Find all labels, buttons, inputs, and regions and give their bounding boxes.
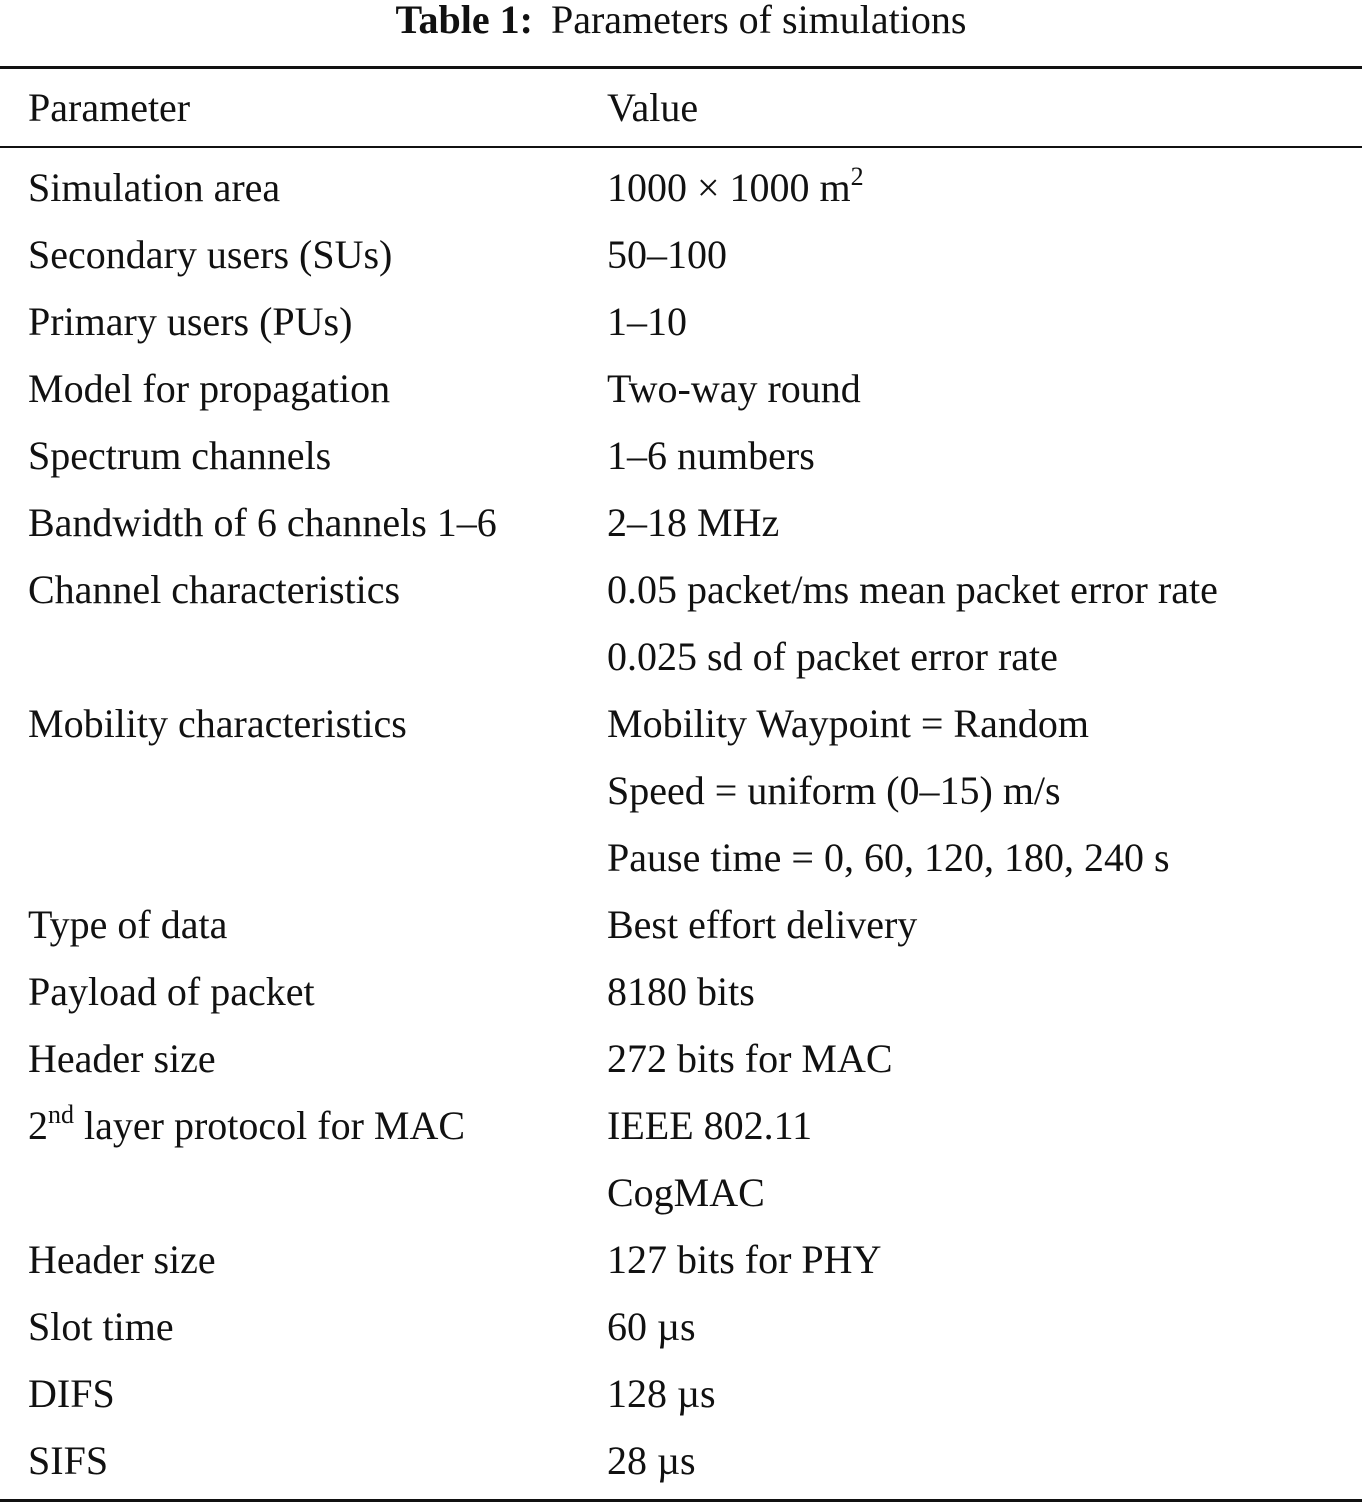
table-row-param: Secondary users (SUs) — [28, 232, 393, 277]
table-row-param: Payload of packet — [28, 969, 315, 1014]
table-row-value: 28 µs — [607, 1438, 696, 1483]
table-row-param: Type of data — [28, 902, 228, 947]
table-row-param: DIFS — [28, 1371, 115, 1416]
table-row-param: Simulation area — [28, 165, 281, 210]
column-header-parameter: Parameter — [28, 85, 191, 130]
table-bottom-rule — [0, 1499, 1362, 1502]
table-row-param: Slot time — [28, 1304, 174, 1349]
table-header-rule — [0, 146, 1362, 148]
table-row-value: Speed = uniform (0–15) m/s — [607, 768, 1061, 813]
table-row-value: 1000 × 1000 $m^2$ — [607, 161, 864, 210]
table-row-value: 2–18 MHz — [607, 500, 780, 545]
table-row-param: Primary users (PUs) — [28, 299, 353, 344]
table-row-value: 128 µs — [607, 1371, 716, 1416]
table-row-value: 8180 bits — [607, 969, 755, 1014]
table-row-value: Mobility Waypoint = Random — [607, 701, 1089, 746]
table-row-param: Header size — [28, 1237, 216, 1282]
table-caption-title: Parameters of simulations — [550, 0, 967, 42]
table-row-value: Two-way round — [607, 366, 861, 411]
table-row-value: 127 bits for PHY — [607, 1237, 882, 1282]
table-caption-label: Table 1: — [395, 0, 533, 42]
table-row-value: 1–6 numbers — [607, 433, 815, 478]
superscript: nd — [48, 1099, 74, 1129]
table-row-param: Bandwidth of 6 channels 1–6 — [28, 500, 497, 545]
table-row-param: SIFS — [28, 1438, 109, 1483]
table-row-param: Model for propagation — [28, 366, 391, 411]
table-row-value: 0.025 sd of packet error rate — [607, 634, 1058, 679]
table-row-value: 272 bits for MAC — [607, 1036, 893, 1081]
table-row-value: IEEE 802.11 — [607, 1103, 813, 1148]
table-row-value: 60 µs — [607, 1304, 696, 1349]
table-row-value: Best effort delivery — [607, 902, 918, 947]
table-row-param: 2nd layer protocol for MAC — [28, 1099, 466, 1148]
table-row-param: Channel characteristics — [28, 567, 401, 612]
table-row-param: Mobility characteristics — [28, 701, 407, 746]
column-header-value: Value — [607, 85, 699, 130]
table-row-value: 1–10 — [607, 299, 687, 344]
table-row-param: Header size — [28, 1036, 216, 1081]
table-row-value: CogMAC — [607, 1170, 765, 1215]
table-row-value: Pause time = 0, 60, 120, 180, 240 s — [607, 835, 1170, 880]
table-row-value: 50–100 — [607, 232, 727, 277]
superscript: 2 — [850, 161, 864, 191]
table-caption — [0, 0, 1362, 40]
table-row-value: 0.05 packet/ms mean packet error rate — [607, 567, 1218, 612]
table-top-rule — [0, 66, 1362, 69]
table-row-param: Spectrum channels — [28, 433, 332, 478]
